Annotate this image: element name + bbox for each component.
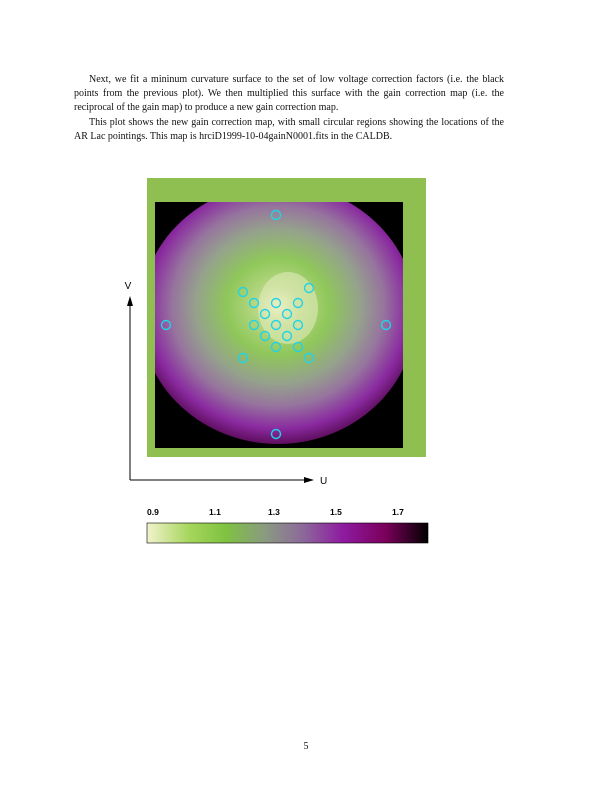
colorbar-tick-label: 1.5 <box>330 507 342 517</box>
paragraph-2: This plot shows the new gain correction map, with small circular regions showing the locations of the AR Lac pointings. This map is hrciD1999-10-04gainN0001.fits in the CALDB. <box>74 116 504 142</box>
paragraph-1: Next, we fit a mininum curvature surface to the set of low voltage correction factors (i.e. the black points from the previous plot). We then multiplied this surface with the gain correction map (i.e. the reciprocal of the gain map) to produce a new gain correction map. <box>74 74 504 114</box>
body-text <box>74 73 504 144</box>
colorbar-tick-label: 1.1 <box>209 507 221 517</box>
v-axis-arrowhead <box>127 296 133 306</box>
colorbar-tick-label: 1.7 <box>392 507 404 517</box>
v-axis-label: V <box>124 281 132 292</box>
gain-map-core <box>258 272 318 344</box>
colorbar-tick-label: 1.3 <box>268 507 280 517</box>
u-axis-arrowhead <box>304 477 314 483</box>
colorbar-tick-labels <box>147 507 404 517</box>
figure-svg <box>118 178 430 550</box>
colorbar <box>147 507 428 543</box>
gain-correction-figure <box>118 178 430 550</box>
colorbar-tick-label: 0.9 <box>147 507 159 517</box>
colorbar-ramp <box>147 523 428 543</box>
page-number: 5 <box>303 741 309 752</box>
u-axis-label: U <box>320 476 328 487</box>
